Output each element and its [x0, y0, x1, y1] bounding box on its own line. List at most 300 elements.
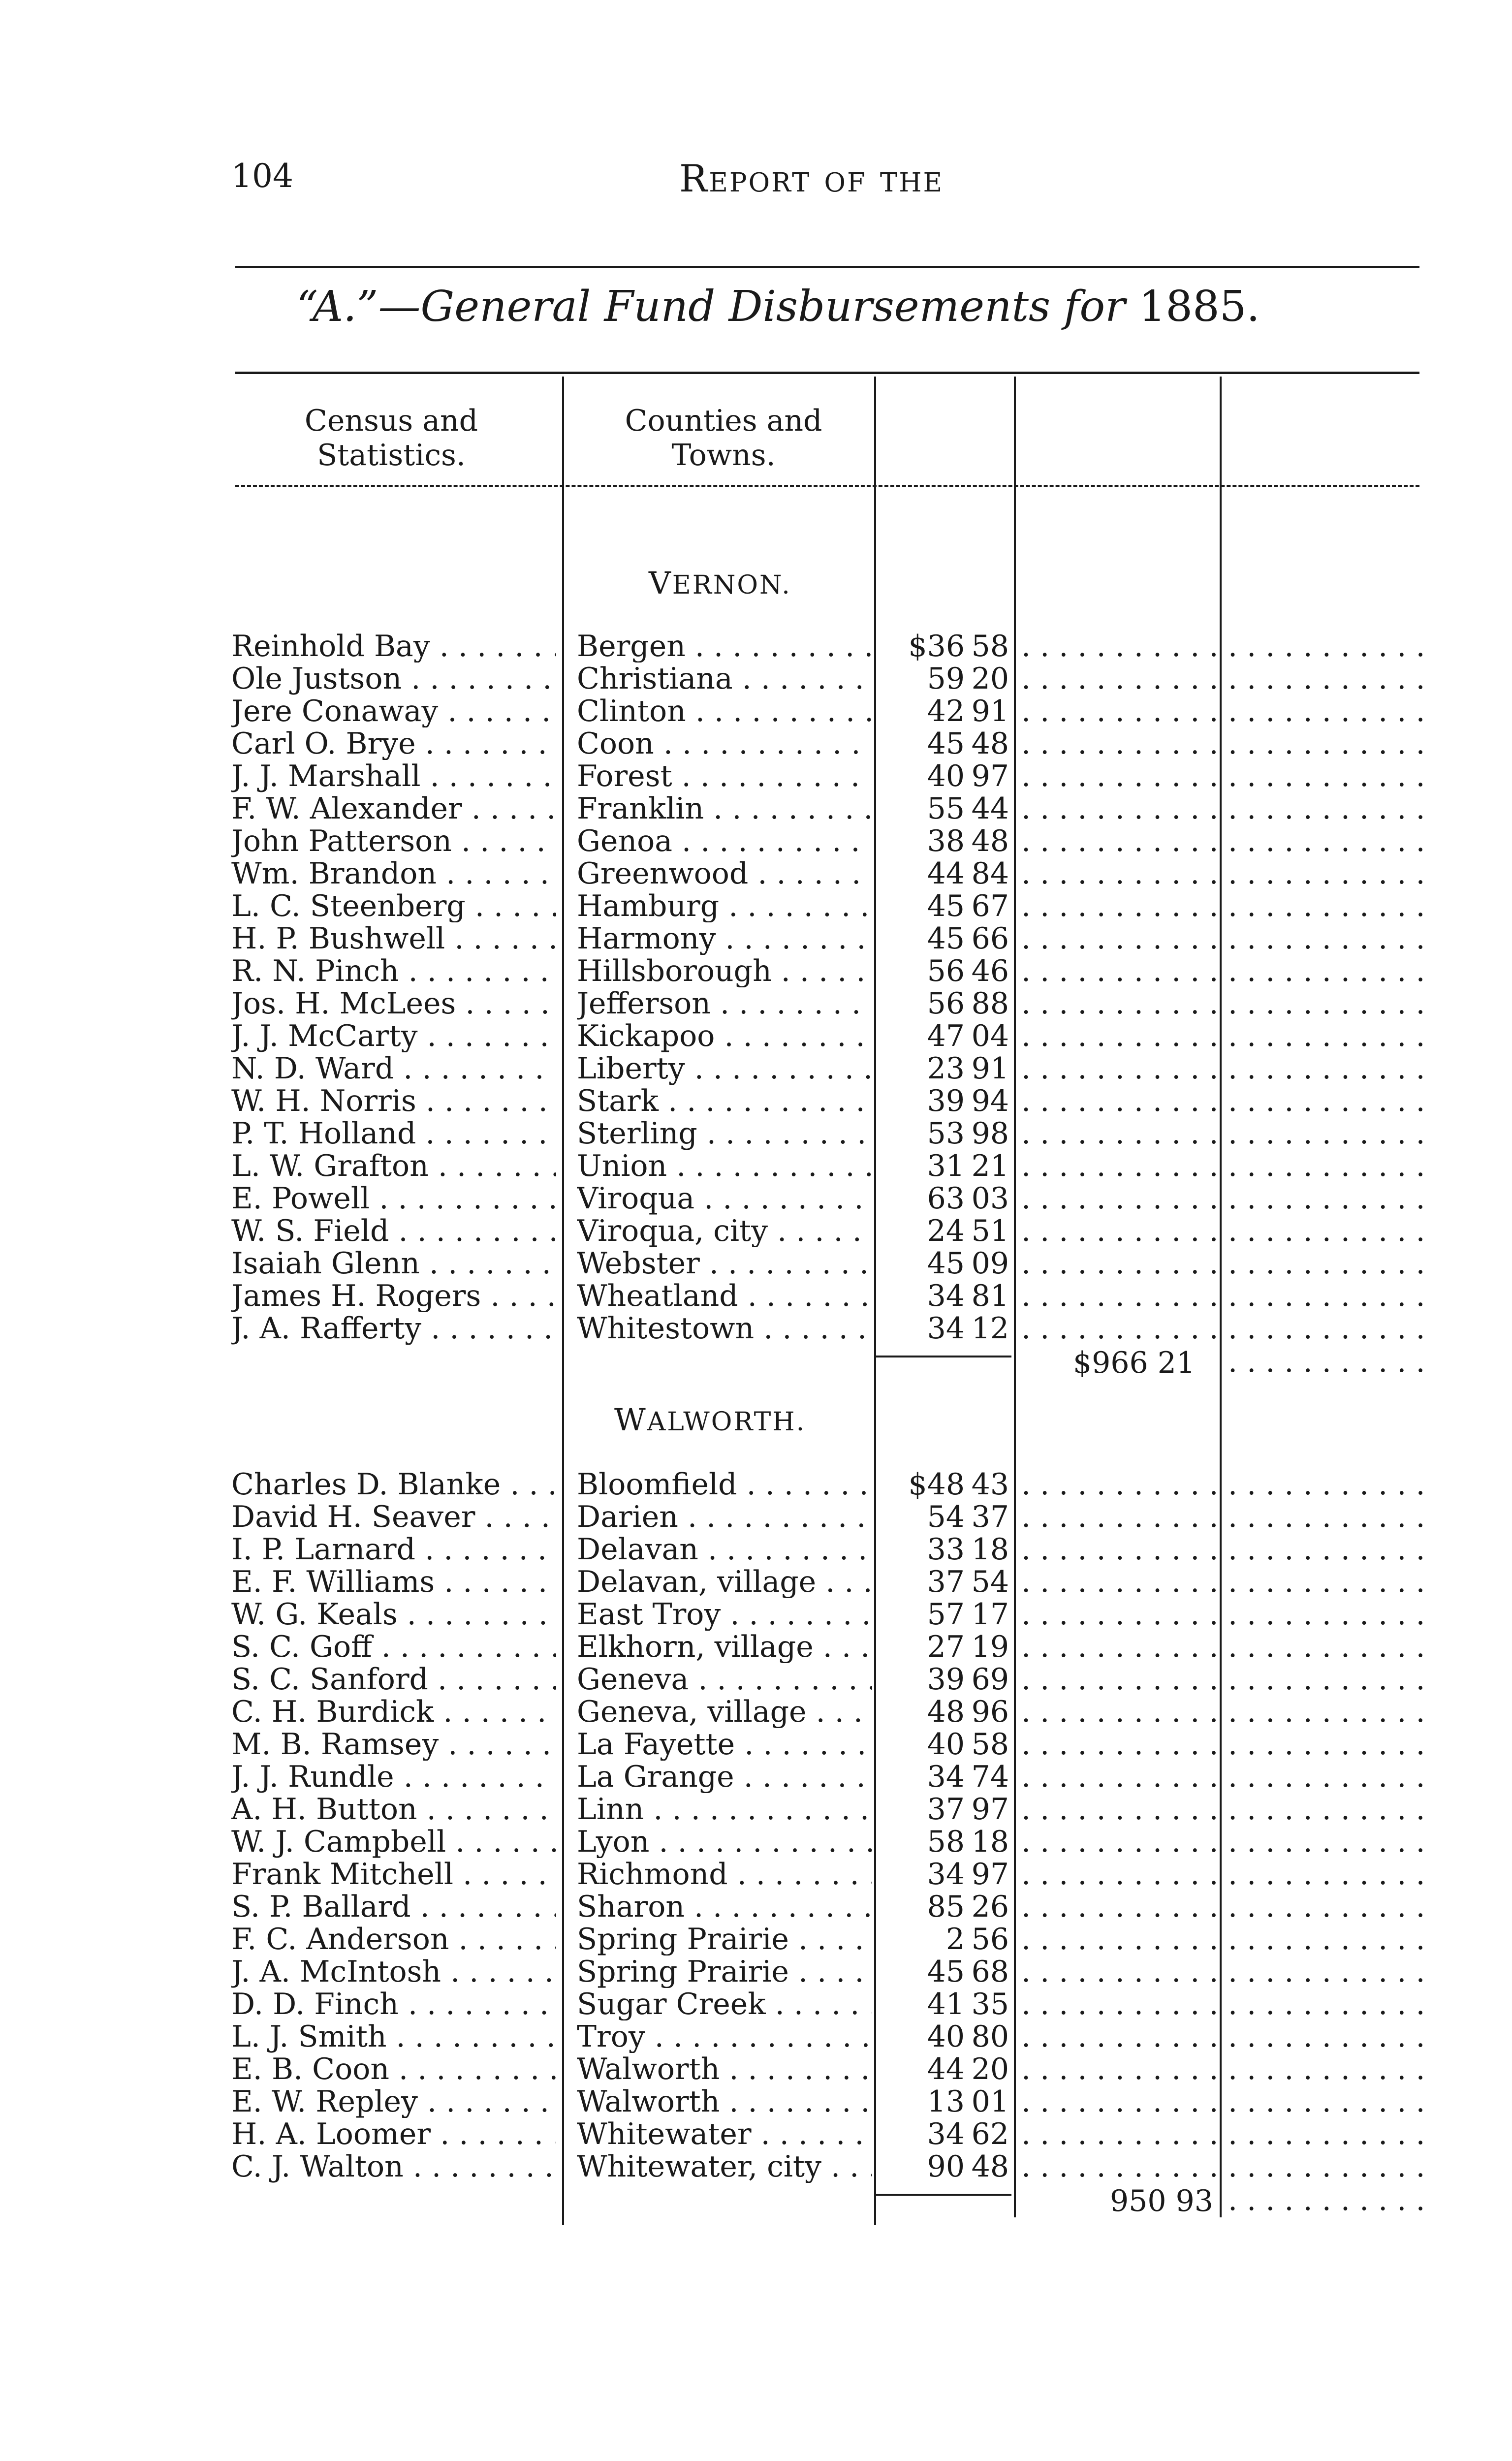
dot-leader: [1228, 1858, 1425, 1891]
dot-leader: [1021, 2150, 1218, 2183]
column-header-census: Census and Statistics.: [304, 404, 478, 473]
amount-dollars: 34: [927, 2118, 965, 2150]
amount-dollars: 42: [927, 695, 965, 727]
official-name: W. S. Field . . .: [231, 1215, 556, 1247]
official-name: H. P. Bushwell . . .: [231, 922, 556, 955]
table-row: [0, 630, 1512, 663]
table-row: [0, 1663, 1512, 1696]
amount-cents: 21: [971, 1150, 1009, 1182]
amount-dollars: 40: [927, 2020, 965, 2053]
official-name: Reinhold Bay . . .: [231, 630, 556, 663]
town-name: Lyon . . .: [577, 1826, 872, 1858]
subtotal-rule: [876, 1356, 1011, 1357]
table-row: [0, 1117, 1512, 1150]
town-name: Sterling . . .: [577, 1117, 872, 1150]
official-name: Carl O. Brye . . .: [231, 727, 556, 760]
amount-cents: 97: [971, 1858, 1009, 1891]
county-heading: WALWORTH.: [614, 1402, 806, 1438]
table-row: [0, 1696, 1512, 1728]
table-row: [0, 2118, 1512, 2150]
header-bottom-rule: [235, 485, 1419, 487]
official-name: S. C. Sanford . . .: [231, 1663, 556, 1696]
table-row: [0, 2150, 1512, 2183]
dot-leader: [1228, 1826, 1425, 1858]
dot-leader: [1228, 1631, 1425, 1663]
table-row: [0, 1215, 1512, 1247]
table-row: [0, 1020, 1512, 1052]
dot-leader: [1021, 1182, 1218, 1215]
town-name: Sugar Creek . . .: [577, 1988, 872, 2020]
dot-leader: [1228, 1052, 1425, 1085]
table-row: [0, 2085, 1512, 2118]
amount-cents: 20: [971, 2053, 1009, 2085]
table-row: [0, 1631, 1512, 1663]
amount-dollars: 45: [927, 1956, 965, 1988]
dot-leader: [1228, 1182, 1425, 1215]
dot-leader: [1021, 1631, 1218, 1663]
dot-leader: [1021, 727, 1218, 760]
amount-cents: 97: [971, 760, 1009, 792]
table-title-year: 1885.: [1138, 282, 1260, 331]
town-name: Whitewater . . .: [577, 2118, 872, 2150]
dot-leader: [1021, 1988, 1218, 2020]
amount-dollars: 38: [927, 825, 965, 857]
dot-leader: [1228, 1696, 1425, 1728]
town-name: Geneva . . .: [577, 1663, 872, 1696]
dot-leader: [1021, 2020, 1218, 2053]
town-name: Coon . . .: [577, 727, 872, 760]
running-head: [679, 157, 944, 200]
town-name: East Troy . . .: [577, 1598, 872, 1631]
amount-cents: 04: [971, 1020, 1009, 1052]
dot-leader: [1021, 2053, 1218, 2085]
table-row: [0, 890, 1512, 922]
dot-leader: [1021, 760, 1218, 792]
table-row: [0, 922, 1512, 955]
town-name: Whitestown . . .: [577, 1312, 872, 1345]
table-row: [0, 1826, 1512, 1858]
table-row: [0, 1858, 1512, 1891]
amount-dollars: 45: [927, 1247, 965, 1280]
amount-dollars: 24: [927, 1215, 965, 1247]
amount-cents: 46: [971, 955, 1009, 987]
official-name: E. F. Williams . . .: [231, 1566, 556, 1598]
official-name: I. P. Larnard . . .: [231, 1533, 556, 1566]
table-row: [0, 857, 1512, 890]
table-row: [0, 1150, 1512, 1182]
town-name: Bloomfield . . .: [577, 1468, 872, 1501]
official-name: J. J. Rundle . . .: [231, 1761, 556, 1793]
dot-leader: [1228, 1793, 1425, 1826]
official-name: D. D. Finch . . .: [231, 1988, 556, 2020]
amount-dollars: 2: [945, 1923, 965, 1956]
subtotal-rule: [876, 2194, 1011, 2196]
dot-leader: [1021, 1533, 1218, 1566]
town-name: Forest . . .: [577, 760, 872, 792]
amount-dollars: 34: [927, 1280, 965, 1312]
town-name: Delavan, village . . .: [577, 1566, 872, 1598]
amount-cents: 48: [971, 825, 1009, 857]
amount-dollars: 44: [927, 857, 965, 890]
table-title: [0, 282, 1512, 331]
table-row: [0, 1988, 1512, 2020]
amount-dollars: 41: [927, 1988, 965, 2020]
table-row: [0, 1566, 1512, 1598]
official-name: W. H. Norris . . .: [231, 1085, 556, 1117]
official-name: R. N. Pinch . . .: [231, 955, 556, 987]
official-name: S. P. Ballard . . .: [231, 1891, 556, 1923]
dot-leader: [1228, 987, 1425, 1020]
official-name: John Patterson . . .: [231, 825, 556, 857]
amount-dollars: 34: [927, 1761, 965, 1793]
amount-cents: 58: [971, 630, 1009, 663]
dot-leader: [1021, 1696, 1218, 1728]
dot-leader: [1228, 1566, 1425, 1598]
official-name: Jere Conaway . . .: [231, 695, 556, 727]
amount-dollars: 59: [927, 663, 965, 695]
official-name: E. W. Repley . . .: [231, 2085, 556, 2118]
dot-leader: [1228, 663, 1425, 695]
dot-leader: [1021, 1215, 1218, 1247]
dot-leader: [1021, 1468, 1218, 1501]
town-name: Bergen . . .: [577, 630, 872, 663]
dot-leader: [1228, 1761, 1425, 1793]
official-name: C. J. Walton . . .: [231, 2150, 556, 2183]
amount-cents: 18: [971, 1533, 1009, 1566]
amount-dollars: 44: [927, 2053, 965, 2085]
dot-leader: [1021, 2118, 1218, 2150]
amount-dollars: 33: [927, 1533, 965, 1566]
dot-leader: [1021, 630, 1218, 663]
amount-dollars: 37: [927, 1566, 965, 1598]
town-name: La Fayette . . .: [577, 1728, 872, 1761]
town-name: Jefferson . . .: [577, 987, 872, 1020]
amount-dollars: 34: [927, 1312, 965, 1345]
town-name: Hillsborough . . .: [577, 955, 872, 987]
dot-leader: [1228, 630, 1425, 663]
table-row: [0, 1728, 1512, 1761]
amount-dollars: 45: [927, 890, 965, 922]
amount-dollars: 13: [927, 2085, 965, 2118]
amount-dollars: 56: [927, 987, 965, 1020]
dot-leader: [1021, 792, 1218, 825]
dot-leader: [1228, 1346, 1425, 1378]
amount-dollars: 57: [927, 1598, 965, 1631]
table-row: [0, 2053, 1512, 2085]
amount-cents: 01: [971, 2085, 1009, 2118]
dot-leader: [1021, 1858, 1218, 1891]
amount-cents: 96: [971, 1696, 1009, 1728]
official-name: W. G. Keals . . .: [231, 1598, 556, 1631]
county-total: $966 21: [1073, 1346, 1196, 1380]
amount-cents: 54: [971, 1566, 1009, 1598]
amount-dollars: 47: [927, 1020, 965, 1052]
amount-dollars: 27: [927, 1631, 965, 1663]
official-name: L. J. Smith . . .: [231, 2020, 556, 2053]
dot-leader: [1021, 1891, 1218, 1923]
amount-dollars: 39: [927, 1663, 965, 1696]
amount-dollars: 23: [927, 1052, 965, 1085]
amount-cents: 48: [971, 2150, 1009, 2183]
amount-cents: 19: [971, 1631, 1009, 1663]
amount-cents: 35: [971, 1988, 1009, 2020]
county-heading: VERNON.: [649, 565, 791, 601]
dot-leader: [1228, 2118, 1425, 2150]
official-name: W. J. Campbell . . .: [231, 1826, 556, 1858]
town-name: Clinton . . .: [577, 695, 872, 727]
dot-leader: [1228, 2150, 1425, 2183]
official-name: H. A. Loomer . . .: [231, 2118, 556, 2150]
dot-leader: [1228, 2085, 1425, 2118]
table-row: [0, 1085, 1512, 1117]
official-name: C. H. Burdick . . .: [231, 1696, 556, 1728]
dot-leader: [1021, 1247, 1218, 1280]
official-name: F. W. Alexander . . .: [231, 792, 556, 825]
dot-leader: [1021, 1501, 1218, 1533]
dot-leader: [1228, 727, 1425, 760]
amount-dollars: 40: [927, 760, 965, 792]
table-title-label: “A.”—General Fund Disbursements for: [296, 282, 1126, 331]
table-row: [0, 1280, 1512, 1312]
dot-leader: [1228, 2053, 1425, 2085]
amount-dollars: 34: [927, 1858, 965, 1891]
dot-leader: [1021, 1793, 1218, 1826]
amount-cents: 18: [971, 1826, 1009, 1858]
amount-dollars: 37: [927, 1793, 965, 1826]
town-name: Linn . . .: [577, 1793, 872, 1826]
table-row: [0, 792, 1512, 825]
amount-cents: 80: [971, 2020, 1009, 2053]
dot-leader: [1228, 792, 1425, 825]
amount-cents: 69: [971, 1663, 1009, 1696]
amount-cents: 68: [971, 1956, 1009, 1988]
amount-dollars: 55: [927, 792, 965, 825]
town-name: Stark . . .: [577, 1085, 872, 1117]
official-name: M. B. Ramsey . . .: [231, 1728, 556, 1761]
amount-cents: 88: [971, 987, 1009, 1020]
town-name: Genoa . . .: [577, 825, 872, 857]
dot-leader: [1021, 1663, 1218, 1696]
dot-leader: [1228, 922, 1425, 955]
official-name: Isaiah Glenn . . .: [231, 1247, 556, 1280]
table-row: [0, 955, 1512, 987]
official-name: S. C. Goff . . .: [231, 1631, 556, 1663]
dot-leader: [1021, 1020, 1218, 1052]
table-row: [0, 760, 1512, 792]
amount-dollars: 56: [927, 955, 965, 987]
town-name: Franklin . . .: [577, 792, 872, 825]
town-name: Hamburg . . .: [577, 890, 872, 922]
amount-cents: 98: [971, 1117, 1009, 1150]
dot-leader: [1021, 857, 1218, 890]
amount-dollars: 48: [927, 1696, 965, 1728]
dot-leader: [1021, 1728, 1218, 1761]
dot-leader: [1228, 1956, 1425, 1988]
town-name: Christiana . . .: [577, 663, 872, 695]
top-rule: [235, 266, 1419, 268]
dot-leader: [1021, 1117, 1218, 1150]
amount-dollars: 31: [927, 1150, 965, 1182]
official-name: A. H. Button . . .: [231, 1793, 556, 1826]
amount-cents: 81: [971, 1280, 1009, 1312]
dot-leader: [1021, 922, 1218, 955]
dot-leader: [1228, 1663, 1425, 1696]
official-name: Wm. Brandon . . .: [231, 857, 556, 890]
dot-leader: [1228, 695, 1425, 727]
official-name: L. C. Steenberg . . .: [231, 890, 556, 922]
amount-dollars: $48: [908, 1468, 965, 1501]
dot-leader: [1228, 1501, 1425, 1533]
official-name: N. D. Ward . . .: [231, 1052, 556, 1085]
amount-dollars: 58: [927, 1826, 965, 1858]
official-name: F. C. Anderson . . .: [231, 1923, 556, 1956]
amount-dollars: 63: [927, 1182, 965, 1215]
dot-leader: [1228, 1020, 1425, 1052]
amount-cents: 91: [971, 1052, 1009, 1085]
table-row: [0, 1533, 1512, 1566]
amount-cents: 03: [971, 1182, 1009, 1215]
table-row: [0, 1312, 1512, 1345]
town-name: La Grange . . .: [577, 1761, 872, 1793]
table-row: [0, 695, 1512, 727]
town-name: Webster . . .: [577, 1247, 872, 1280]
dot-leader: [1021, 2085, 1218, 2118]
dot-leader: [1021, 825, 1218, 857]
town-name: Kickapoo . . .: [577, 1020, 872, 1052]
amount-cents: 09: [971, 1247, 1009, 1280]
town-name: Walworth . . .: [577, 2085, 872, 2118]
amount-cents: 26: [971, 1891, 1009, 1923]
dot-leader: [1021, 1923, 1218, 1956]
table-row: [0, 727, 1512, 760]
column-header-towns: Counties and Towns.: [625, 404, 822, 473]
county-total: 950 93: [1110, 2184, 1213, 2218]
town-name: Geneva, village . . .: [577, 1696, 872, 1728]
dot-leader: [1021, 1598, 1218, 1631]
town-name: Elkhorn, village . . .: [577, 1631, 872, 1663]
dot-leader: [1021, 890, 1218, 922]
official-name: J. J. McCarty . . .: [231, 1020, 556, 1052]
dot-leader: [1021, 1312, 1218, 1345]
dot-leader: [1228, 825, 1425, 857]
amount-dollars: 45: [927, 922, 965, 955]
town-name: Wheatland . . .: [577, 1280, 872, 1312]
dot-leader: [1228, 1150, 1425, 1182]
dot-leader: [1228, 1923, 1425, 1956]
amount-cents: 74: [971, 1761, 1009, 1793]
town-name: Darien . . .: [577, 1501, 872, 1533]
amount-dollars: 45: [927, 727, 965, 760]
official-name: E. Powell . . .: [231, 1182, 556, 1215]
official-name: Jos. H. McLees . . .: [231, 987, 556, 1020]
official-name: Frank Mitchell . . .: [231, 1858, 556, 1891]
table-row: [0, 1598, 1512, 1631]
official-name: L. W. Grafton . . .: [231, 1150, 556, 1182]
dot-leader: [1021, 1085, 1218, 1117]
table-row: [0, 1761, 1512, 1793]
town-name: Spring Prairie . . .: [577, 1956, 872, 1988]
town-name: Harmony . . .: [577, 922, 872, 955]
amount-cents: 91: [971, 695, 1009, 727]
amount-cents: 67: [971, 890, 1009, 922]
dot-leader: [1021, 1761, 1218, 1793]
dot-leader: [1228, 760, 1425, 792]
dot-leader: [1228, 857, 1425, 890]
dot-leader: [1021, 663, 1218, 695]
town-name: Liberty . . .: [577, 1052, 872, 1085]
official-name: J. A. Rafferty . . .: [231, 1312, 556, 1345]
dot-leader: [1228, 1728, 1425, 1761]
amount-cents: 51: [971, 1215, 1009, 1247]
official-name: E. B. Coon . . .: [231, 2053, 556, 2085]
town-name: Walworth . . .: [577, 2053, 872, 2085]
town-name: Delavan . . .: [577, 1533, 872, 1566]
dot-leader: [1021, 987, 1218, 1020]
dot-leader: [1228, 2184, 1425, 2216]
dot-leader: [1228, 2020, 1425, 2053]
table-row: [0, 1468, 1512, 1501]
town-name: Union . . .: [577, 1150, 872, 1182]
official-name: Charles D. Blanke . . .: [231, 1468, 556, 1501]
town-name: Troy . . .: [577, 2020, 872, 2053]
dot-leader: [1021, 695, 1218, 727]
town-name: Sharon . . .: [577, 1891, 872, 1923]
dot-leader: [1228, 1891, 1425, 1923]
dot-leader: [1021, 1956, 1218, 1988]
amount-cents: 43: [971, 1468, 1009, 1501]
table-row: [0, 1501, 1512, 1533]
amount-dollars: 40: [927, 1728, 965, 1761]
header-top-rule: [235, 372, 1419, 374]
table-row: [0, 2020, 1512, 2053]
dot-leader: [1228, 1598, 1425, 1631]
amount-dollars: 39: [927, 1085, 965, 1117]
table-row: [0, 1923, 1512, 1956]
dot-leader: [1021, 1566, 1218, 1598]
amount-cents: 20: [971, 663, 1009, 695]
official-name: J. A. McIntosh . . .: [231, 1956, 556, 1988]
official-name: Ole Justson . . .: [231, 663, 556, 695]
table-row: [0, 1182, 1512, 1215]
amount-cents: 56: [971, 1923, 1009, 1956]
dot-leader: [1228, 955, 1425, 987]
dot-leader: [1021, 1826, 1218, 1858]
amount-dollars: 53: [927, 1117, 965, 1150]
town-name: Greenwood . . .: [577, 857, 872, 890]
town-name: Viroqua, city . . .: [577, 1215, 872, 1247]
amount-dollars: 54: [927, 1501, 965, 1533]
dot-leader: [1228, 1533, 1425, 1566]
amount-cents: 66: [971, 922, 1009, 955]
amount-cents: 58: [971, 1728, 1009, 1761]
dot-leader: [1228, 1247, 1425, 1280]
dot-leader: [1228, 1117, 1425, 1150]
dot-leader: [1228, 1280, 1425, 1312]
amount-dollars: 90: [927, 2150, 965, 2183]
dot-leader: [1021, 1280, 1218, 1312]
dot-leader: [1021, 955, 1218, 987]
amount-cents: 17: [971, 1598, 1009, 1631]
dot-leader: [1021, 1052, 1218, 1085]
page-number: 104: [231, 157, 293, 195]
town-name: Whitewater, city . . .: [577, 2150, 872, 2183]
amount-dollars: $36: [908, 630, 965, 663]
table-row: [0, 987, 1512, 1020]
table-row: [0, 1052, 1512, 1085]
amount-cents: 37: [971, 1501, 1009, 1533]
town-name: Richmond . . .: [577, 1858, 872, 1891]
table-row: [0, 663, 1512, 695]
